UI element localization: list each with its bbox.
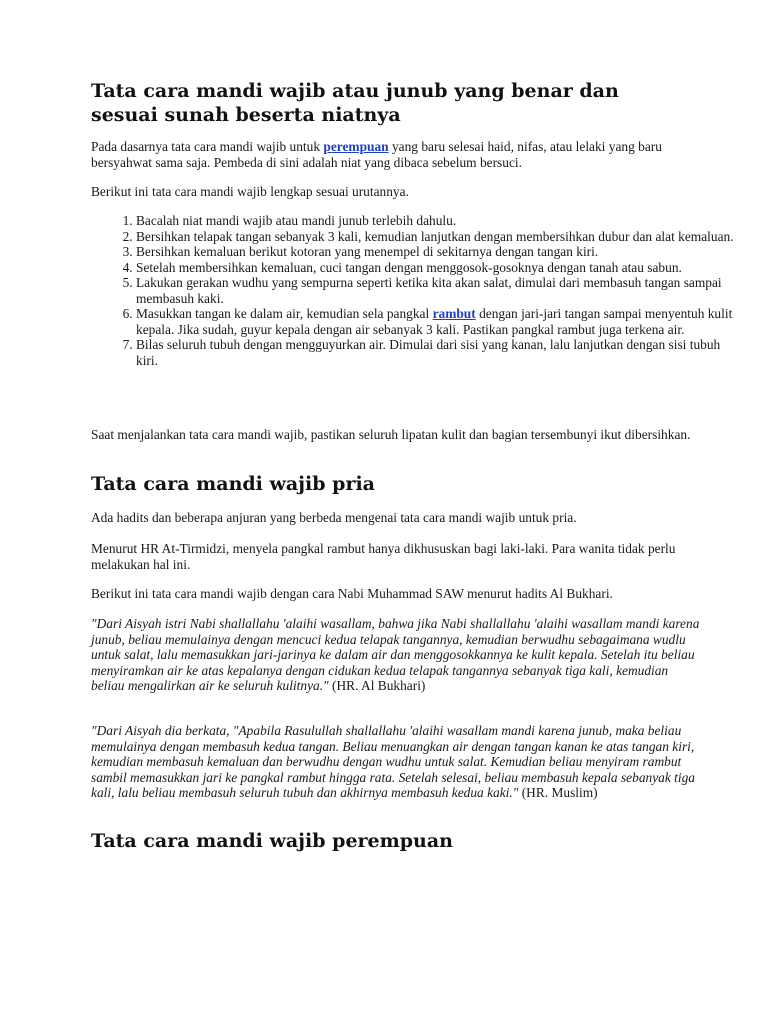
step-item: 1. Bacalah niat mandi wajib atau mandi junub terlebih dahulu.: [136, 213, 736, 229]
quote-text: "Dari Aisyah istri Nabi shallallahu 'alaihi wasallam, bahwa jika Nabi shallallahu 'alaihi wasallam mandi karena junub, beliau memulainya dengan mencuci kedua telapak tangannya, kemudian berwudhu sebagaimana wudlu untuk salat, lalu memasukkan jari-jarinya ke dalam air dan menggosokkannya ke kulit kepala. Setelah itu beliau menyiramkan air ke atas kepalanya dengan cidukan kedua telapak tangannya sebanyak tiga kali, kemudian beliau mengalirkan air ke seluruh kulitnya.": [91, 616, 700, 693]
quote-text: "Dari Aisyah dia berkata, "Apabila Rasulullah shallallahu 'alaihi wasallam mandi karena junub, maka beliau memulainya dengan membasuh kedua tangan. Beliau menuangkan air dengan tangan kanan ke atas tangan kiri, kemudian membasuh kemaluan dan berwudhu dengan wudhu untuk salat. Kemudian beliau menyiram rambut sambil memasukkan jari ke pangkal rambut hingga rata. Setelah selesai, beliau membasuh kepala sebanyak tiga kali, lalu beliau membasuh seluruh tubuh dan akhirnya membasuh kedua kaki.": [91, 723, 695, 800]
quote-source: (HR. Al Bukhari): [328, 678, 426, 693]
hadith-quote-bukhari: [91, 616, 703, 694]
step-item: 4. Setelah membersihkan kemaluan, cuci tangan dengan menggosok-gosoknya dengan tanah atau sabun.: [136, 260, 736, 276]
step-item: 2. Bersihkan telapak tangan sebanyak 3 kali, kemudian lanjutkan dengan membersihkan dubur dan alat kemaluan.: [136, 229, 736, 245]
step-item: 7. Bilas seluruh tubuh dengan mengguyurkan air. Dimulai dari sisi yang kanan, lalu lanjutkan dengan sisi tubuh kiri.: [136, 337, 736, 368]
section-heading-perempuan: Tata cara mandi wajib perempuan: [91, 830, 453, 852]
step-6-text-before: Masukkan tangan ke dalam air, kemudian sela pangkal: [136, 306, 433, 321]
pria-paragraph-1: Ada hadits dan beberapa anjuran yang berbeda mengenai tata cara mandi wajib untuk pria.: [91, 510, 577, 525]
link-rambut[interactable]: rambut: [432, 306, 476, 321]
step-6-text-after: dengan jari-jari tangan sampai menyentuh kulit kepala. Jika sudah, guyur kepala dengan air sebanyak 3 kali. Pastikan pangkal rambut juga terkena air.: [136, 306, 733, 337]
intro-text-before: Pada dasarnya tata cara mandi wajib untuk: [91, 139, 324, 154]
pria-paragraph-3: Berikut ini tata cara mandi wajib dengan cara Nabi Muhammad SAW menurut hadits Al Bukhari.: [91, 586, 613, 601]
link-perempuan[interactable]: perempuan: [323, 139, 389, 154]
steps-list: [91, 213, 736, 368]
article-title: Tata cara mandi wajib atau junub yang benar dan sesuai sunah beserta niatnya: [91, 80, 619, 126]
hadith-quote-muslim: [91, 723, 703, 801]
list-intro: Berikut ini tata cara mandi wajib lengkap sesuai urutannya.: [91, 184, 409, 199]
step-item: 3. Bersihkan kemaluan berikut kotoran yang menempel di sekitarnya dengan tangan kiri.: [136, 244, 736, 260]
section-heading-pria: Tata cara mandi wajib pria: [91, 473, 375, 495]
step-item: 5. Lakukan gerakan wudhu yang sempurna seperti ketika kita akan salat, dimulai dari membasuh tangan sampai membasuh kaki.: [136, 275, 736, 306]
intro-paragraph: [91, 139, 703, 170]
closing-paragraph: Saat menjalankan tata cara mandi wajib, pastikan seluruh lipatan kulit dan bagian tersembunyi ikut dibersihkan.: [91, 427, 691, 442]
step-item: [136, 306, 736, 337]
quote-source: (HR. Muslim): [518, 785, 598, 800]
pria-paragraph-2: Menurut HR At-Tirmidzi, menyela pangkal rambut hanya dikhususkan bagi laki-laki. Para wanita tidak perlu melakukan hal ini.: [91, 541, 676, 572]
intro-text-after: yang baru selesai haid, nifas, atau lelaki yang baru bersyahwat sama saja. Pembeda di sini adalah niat yang dibaca sebelum bersuci.: [91, 139, 662, 170]
